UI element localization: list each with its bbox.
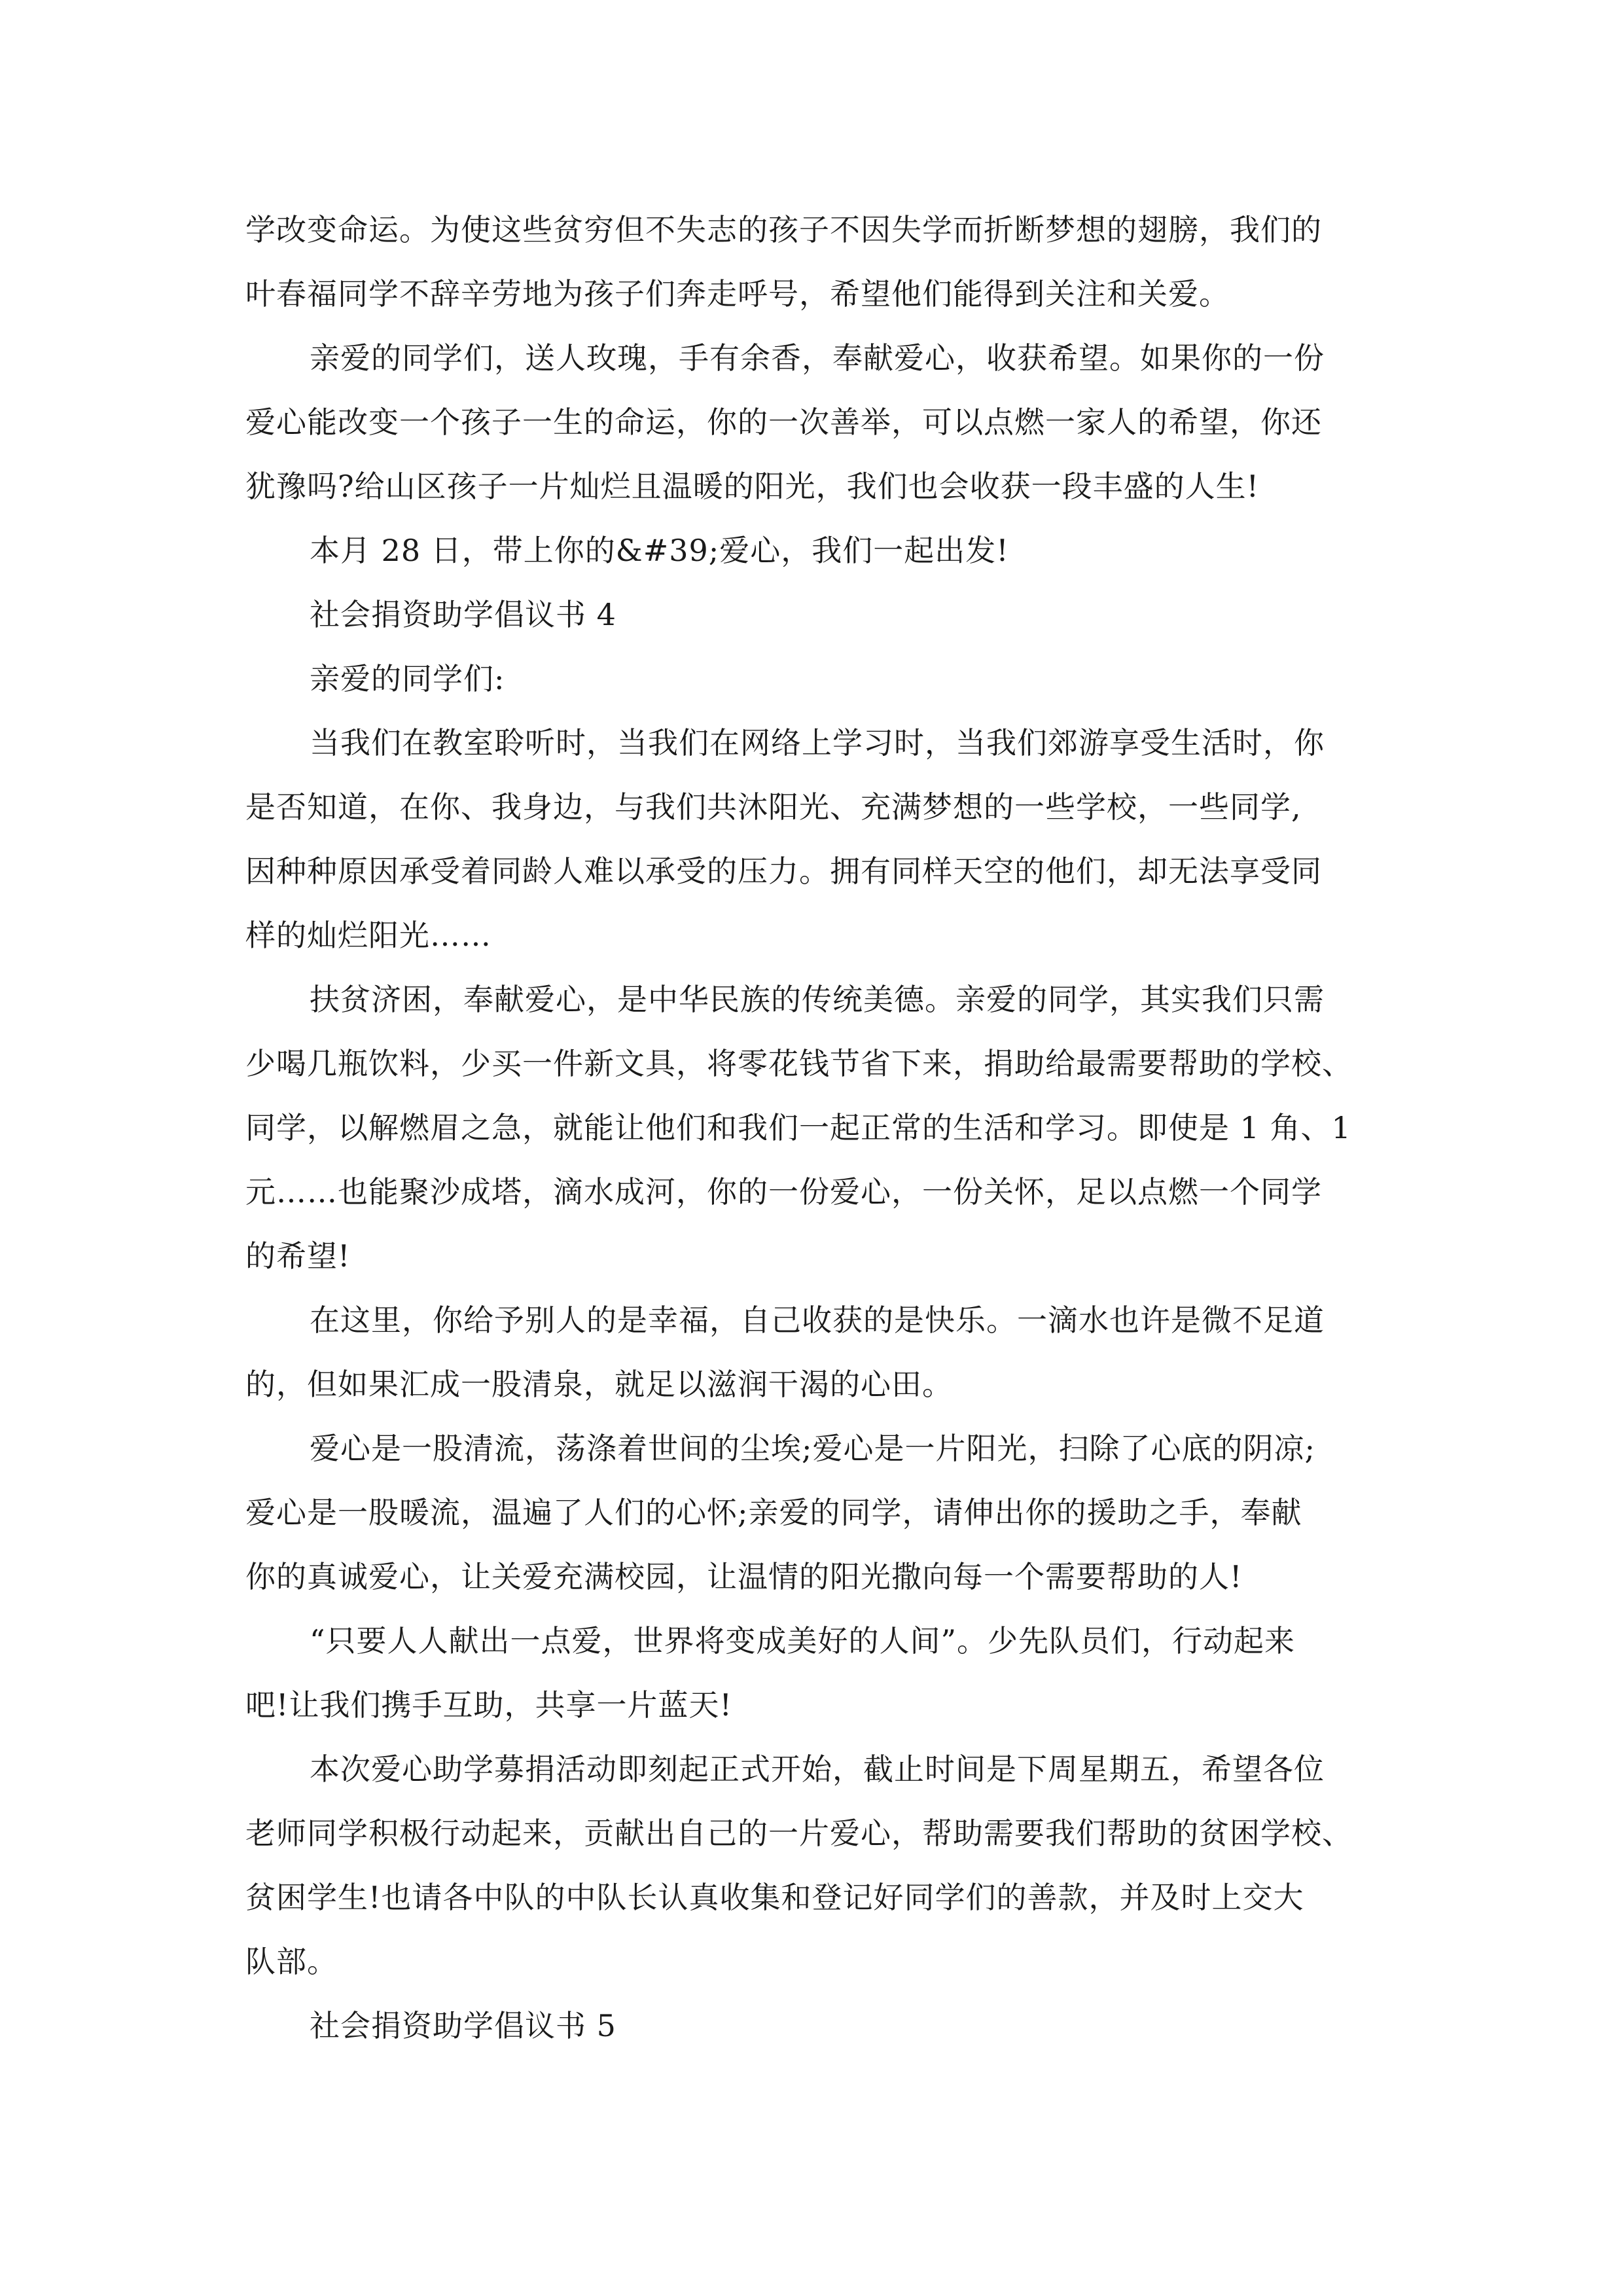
text-line: 本月 28 日，带上你的&#39;爱心，我们一起出发! (310, 533, 1009, 568)
text-line: “只要人人献出一点爱，世界将变成美好的人间”。少先队员们，行动起来 (310, 1623, 1296, 1659)
text-line: 当我们在教室聆听时，当我们在网络上学习时，当我们郊游享受生活时，你 (310, 725, 1325, 761)
text-line: 爱心是一股清流，荡涤着世间的尘埃;爱心是一片阳光，扫除了心底的阴凉; (310, 1431, 1315, 1466)
text-line: 队部。 (245, 1944, 338, 1979)
document-body (245, 198, 1378, 2058)
text-line: 同学，以解燃眉之急，就能让他们和我们一起正常的生活和学习。即使是 1 角、1 (245, 1110, 1351, 1145)
text-line: 少喝几瓶饮料，少买一件新文具，将零花钱节省下来，捐助给最需要帮助的学校、 (245, 1046, 1353, 1081)
text-line: 吧!让我们携手互助，共享一片蓝天! (245, 1687, 732, 1723)
text-line: 扶贫济困，奉献爱心，是中华民族的传统美德。亲爱的同学，其实我们只需 (310, 982, 1325, 1017)
text-line: 的希望! (245, 1238, 351, 1274)
text-line: 爱心能改变一个孩子一生的命运，你的一次善举，可以点燃一家人的希望，你还 (245, 404, 1322, 440)
text-line: 叶春福同学不辞辛劳地为孩子们奔走呼号，希望他们能得到关注和关爱。 (245, 276, 1230, 312)
text-line: 因种种原因承受着同龄人难以承受的压力。拥有同样天空的他们，却无法享受同 (245, 853, 1322, 889)
text-line: 老师同学积极行动起来，贡献出自己的一片爱心，帮助需要我们帮助的贫困学校、 (245, 1816, 1353, 1851)
text-line: 的，但如果汇成一股清泉，就足以滋润干渴的心田。 (245, 1367, 953, 1402)
section-heading: 社会捐资助学倡议书 5 (310, 2008, 616, 2043)
text-line: 亲爱的同学们，送人玫瑰，手有余香，奉献爱心，收获希望。如果你的一份 (310, 340, 1325, 376)
text-line: 样的灿烂阳光…… (245, 918, 491, 953)
text-line: 本次爱心助学募捐活动即刻起正式开始，截止时间是下周星期五，希望各位 (310, 1751, 1325, 1787)
text-line: 犹豫吗?给山区孩子一片灿烂且温暖的阳光，我们也会收获一段丰盛的人生! (245, 469, 1260, 504)
text-line: 在这里，你给予别人的是幸福，自己收获的是快乐。一滴水也许是微不足道 (310, 1302, 1325, 1338)
text-line: 学改变命运。为使这些贫穷但不失志的孩子不因失学而折断梦想的翅膀，我们的 (245, 212, 1322, 247)
text-line: 元……也能聚沙成塔，滴水成河，你的一份爱心，一份关怀，足以点燃一个同学 (245, 1174, 1322, 1210)
section-heading: 社会捐资助学倡议书 4 (310, 597, 616, 632)
text-line: 你的真诚爱心，让关爱充满校园，让温情的阳光撒向每一个需要帮助的人! (245, 1559, 1243, 1594)
text-line: 贫困学生!也请各中队的中队长认真收集和登记好同学们的善款，并及时上交大 (245, 1880, 1304, 1915)
text-line: 爱心是一股暖流，温遍了人们的心怀;亲爱的同学，请伸出你的援助之手，奉献 (245, 1495, 1302, 1530)
salutation: 亲爱的同学们: (310, 661, 505, 696)
text-line: 是否知道，在你、我身边，与我们共沐阳光、充满梦想的一些学校，一些同学, (245, 789, 1302, 825)
